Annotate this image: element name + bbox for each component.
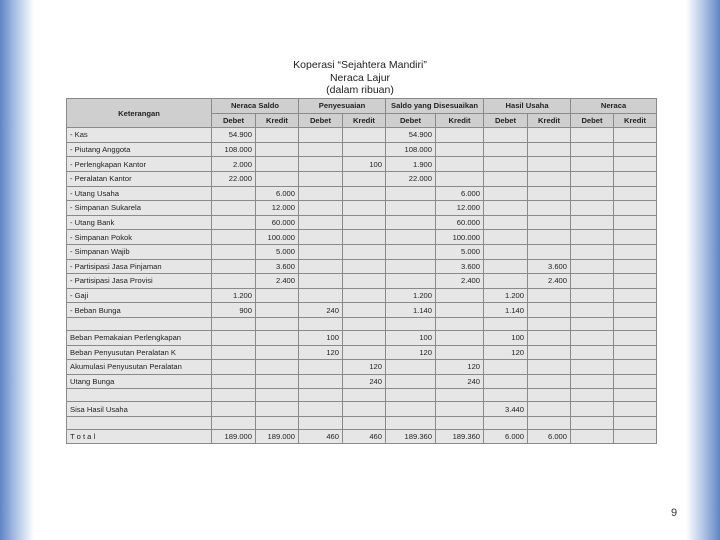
value-cell	[571, 429, 614, 444]
value-cell: 12.000	[256, 201, 299, 216]
value-cell	[614, 215, 657, 230]
row-label: - Kas	[67, 128, 212, 143]
value-cell	[571, 157, 614, 172]
table-row	[67, 345, 657, 360]
value-cell	[436, 345, 484, 360]
row-label: - Utang Bank	[67, 215, 212, 230]
row-label: Beban Pemakaian Perlengkapan	[67, 330, 212, 345]
value-cell	[343, 416, 386, 429]
value-cell: 900	[212, 303, 256, 318]
value-cell	[343, 330, 386, 345]
value-cell	[299, 274, 343, 289]
value-cell	[212, 360, 256, 375]
value-cell: 1.200	[484, 288, 528, 303]
value-cell	[343, 259, 386, 274]
value-cell	[343, 288, 386, 303]
value-cell	[484, 317, 528, 330]
value-cell: 60.000	[436, 215, 484, 230]
value-cell: 1.200	[212, 288, 256, 303]
title-company: Koperasi “Sejahtera Mandiri”	[293, 59, 427, 71]
row-label: - Peralatan Kantor	[67, 171, 212, 186]
row-label: Akumulasi Penyusutan Peralatan	[67, 360, 212, 375]
value-cell	[436, 142, 484, 157]
value-cell	[212, 416, 256, 429]
value-cell	[256, 389, 299, 402]
value-cell	[386, 201, 436, 216]
value-cell	[614, 157, 657, 172]
value-cell	[614, 201, 657, 216]
table-row	[67, 274, 657, 289]
value-cell	[212, 330, 256, 345]
value-cell: 2.000	[212, 157, 256, 172]
value-cell	[299, 402, 343, 417]
value-cell	[614, 317, 657, 330]
value-cell	[386, 374, 436, 389]
page-number: 9	[670, 507, 678, 519]
value-cell	[528, 374, 571, 389]
value-cell	[484, 128, 528, 143]
value-cell	[571, 128, 614, 143]
table-row	[67, 402, 657, 417]
value-cell	[571, 171, 614, 186]
subheader-kredit: Kredit	[528, 113, 571, 128]
table-row	[67, 288, 657, 303]
value-cell: 6.000	[528, 429, 571, 444]
value-cell: 5.000	[256, 244, 299, 259]
value-cell	[256, 303, 299, 318]
value-cell	[484, 389, 528, 402]
value-cell	[436, 389, 484, 402]
row-label: - Beban Bunga	[67, 303, 212, 318]
value-cell	[528, 360, 571, 375]
value-cell	[299, 186, 343, 201]
value-cell	[436, 303, 484, 318]
value-cell	[436, 402, 484, 417]
value-cell	[299, 259, 343, 274]
value-cell	[212, 186, 256, 201]
title-unit: (dalam ribuan)	[326, 84, 394, 96]
value-cell	[571, 345, 614, 360]
table-row	[67, 416, 657, 429]
value-cell	[299, 288, 343, 303]
value-cell: 60.000	[256, 215, 299, 230]
value-cell	[299, 230, 343, 245]
table-row	[67, 389, 657, 402]
value-cell	[614, 402, 657, 417]
table-row	[67, 429, 657, 444]
value-cell: 100	[484, 330, 528, 345]
value-cell: 189.360	[436, 429, 484, 444]
table-body	[67, 128, 657, 444]
table-group-header-row	[67, 99, 657, 114]
value-cell	[343, 128, 386, 143]
value-cell: 1.140	[484, 303, 528, 318]
table-row	[67, 201, 657, 216]
document-title	[0, 59, 720, 97]
value-cell	[571, 389, 614, 402]
value-cell	[484, 416, 528, 429]
table-row	[67, 374, 657, 389]
value-cell	[528, 171, 571, 186]
value-cell	[386, 360, 436, 375]
value-cell	[343, 317, 386, 330]
value-cell	[614, 259, 657, 274]
value-cell	[614, 274, 657, 289]
value-cell	[436, 171, 484, 186]
value-cell: 189.000	[256, 429, 299, 444]
value-cell	[614, 416, 657, 429]
value-cell	[299, 171, 343, 186]
value-cell	[571, 374, 614, 389]
value-cell	[614, 360, 657, 375]
value-cell	[386, 389, 436, 402]
value-cell	[386, 186, 436, 201]
value-cell: 100	[343, 157, 386, 172]
table-row	[67, 157, 657, 172]
header-penyesuaian: Penyesuaian	[299, 99, 386, 114]
value-cell	[436, 288, 484, 303]
subheader-debet: Debet	[571, 113, 614, 128]
subheader-kredit: Kredit	[343, 113, 386, 128]
table-row	[67, 360, 657, 375]
table-row	[67, 230, 657, 245]
value-cell: 120	[484, 345, 528, 360]
value-cell	[343, 389, 386, 402]
table-row	[67, 259, 657, 274]
value-cell: 100	[386, 330, 436, 345]
value-cell	[528, 317, 571, 330]
value-cell: 6.000	[436, 186, 484, 201]
value-cell: 120	[386, 345, 436, 360]
value-cell: 2.400	[256, 274, 299, 289]
value-cell	[484, 186, 528, 201]
row-label: - Perlengkapan Kantor	[67, 157, 212, 172]
value-cell	[343, 142, 386, 157]
value-cell	[528, 201, 571, 216]
value-cell	[614, 244, 657, 259]
value-cell	[212, 201, 256, 216]
value-cell	[614, 171, 657, 186]
value-cell: 240	[436, 374, 484, 389]
value-cell	[528, 244, 571, 259]
value-cell: 54.900	[386, 128, 436, 143]
value-cell: 1.900	[386, 157, 436, 172]
value-cell	[571, 360, 614, 375]
row-label	[67, 389, 212, 402]
row-label: - Partisipasi Jasa Provisi	[67, 274, 212, 289]
value-cell	[614, 389, 657, 402]
value-cell	[299, 360, 343, 375]
value-cell	[484, 374, 528, 389]
table-row	[67, 171, 657, 186]
value-cell: 100.000	[256, 230, 299, 245]
subheader-kredit: Kredit	[436, 113, 484, 128]
subheader-debet: Debet	[484, 113, 528, 128]
value-cell	[212, 345, 256, 360]
value-cell	[436, 330, 484, 345]
value-cell	[571, 288, 614, 303]
value-cell	[571, 402, 614, 417]
value-cell	[571, 416, 614, 429]
value-cell	[614, 288, 657, 303]
value-cell	[436, 317, 484, 330]
value-cell	[484, 259, 528, 274]
value-cell	[484, 244, 528, 259]
header-neraca: Neraca	[571, 99, 657, 114]
value-cell: 6.000	[484, 429, 528, 444]
value-cell: 6.000	[256, 186, 299, 201]
subheader-kredit: Kredit	[256, 113, 299, 128]
value-cell	[386, 317, 436, 330]
value-cell	[571, 230, 614, 245]
value-cell	[484, 215, 528, 230]
value-cell: 3.600	[528, 259, 571, 274]
value-cell: 100	[299, 330, 343, 345]
value-cell	[571, 142, 614, 157]
value-cell	[528, 128, 571, 143]
value-cell: 240	[299, 303, 343, 318]
table-row	[67, 215, 657, 230]
value-cell	[386, 274, 436, 289]
value-cell	[212, 374, 256, 389]
value-cell	[212, 389, 256, 402]
value-cell	[212, 259, 256, 274]
value-cell	[571, 303, 614, 318]
table-row	[67, 186, 657, 201]
value-cell: 12.000	[436, 201, 484, 216]
value-cell	[386, 259, 436, 274]
row-label: Beban Penyusutan Peralatan K	[67, 345, 212, 360]
row-label: - Gaji	[67, 288, 212, 303]
value-cell	[212, 244, 256, 259]
value-cell: 2.400	[528, 274, 571, 289]
table-row	[67, 317, 657, 330]
value-cell	[484, 201, 528, 216]
value-cell	[571, 215, 614, 230]
value-cell	[528, 157, 571, 172]
value-cell	[256, 317, 299, 330]
value-cell	[343, 303, 386, 318]
value-cell: 54.900	[212, 128, 256, 143]
value-cell	[256, 360, 299, 375]
value-cell	[386, 402, 436, 417]
value-cell	[299, 374, 343, 389]
value-cell	[256, 402, 299, 417]
value-cell	[256, 416, 299, 429]
row-label	[67, 317, 212, 330]
value-cell	[614, 303, 657, 318]
value-cell: 22.000	[212, 171, 256, 186]
value-cell	[614, 374, 657, 389]
value-cell: 189.000	[212, 429, 256, 444]
value-cell	[528, 330, 571, 345]
header-saldo-disesuaikan: Saldo yang Disesuaikan	[386, 99, 484, 114]
subheader-debet: Debet	[386, 113, 436, 128]
value-cell: 2.400	[436, 274, 484, 289]
value-cell: 108.000	[386, 142, 436, 157]
value-cell	[256, 171, 299, 186]
table-row	[67, 142, 657, 157]
value-cell	[343, 171, 386, 186]
value-cell	[343, 345, 386, 360]
value-cell: 240	[343, 374, 386, 389]
value-cell	[528, 303, 571, 318]
value-cell	[528, 389, 571, 402]
row-label: - Simpanan Pokok	[67, 230, 212, 245]
value-cell	[212, 402, 256, 417]
value-cell	[571, 274, 614, 289]
value-cell	[299, 215, 343, 230]
value-cell: 460	[343, 429, 386, 444]
header-hasil-usaha: Hasil Usaha	[484, 99, 571, 114]
value-cell	[299, 416, 343, 429]
value-cell	[614, 345, 657, 360]
value-cell: 1.140	[386, 303, 436, 318]
value-cell	[212, 230, 256, 245]
value-cell	[436, 416, 484, 429]
value-cell	[299, 389, 343, 402]
value-cell: 100.000	[436, 230, 484, 245]
value-cell	[386, 215, 436, 230]
value-cell: 120	[299, 345, 343, 360]
value-cell	[256, 374, 299, 389]
value-cell: 3.600	[256, 259, 299, 274]
title-report: Neraca Lajur	[329, 71, 391, 84]
value-cell	[343, 215, 386, 230]
value-cell	[528, 402, 571, 417]
value-cell: 1.200	[386, 288, 436, 303]
row-label	[67, 416, 212, 429]
header-neraca-saldo: Neraca Saldo	[212, 99, 299, 114]
subheader-kredit: Kredit	[614, 113, 657, 128]
value-cell	[256, 128, 299, 143]
value-cell	[528, 288, 571, 303]
value-cell	[484, 360, 528, 375]
value-cell	[212, 274, 256, 289]
value-cell	[256, 345, 299, 360]
value-cell	[386, 244, 436, 259]
value-cell	[212, 215, 256, 230]
value-cell	[386, 230, 436, 245]
value-cell	[528, 215, 571, 230]
value-cell	[614, 128, 657, 143]
value-cell	[528, 186, 571, 201]
value-cell	[299, 244, 343, 259]
row-label: - Piutang Anggota	[67, 142, 212, 157]
row-label: - Simpanan Sukarela	[67, 201, 212, 216]
row-label: - Partisipasi Jasa Pinjaman	[67, 259, 212, 274]
table-row	[67, 303, 657, 318]
value-cell	[484, 171, 528, 186]
header-keterangan: Keterangan	[67, 99, 212, 128]
value-cell	[299, 201, 343, 216]
table-row	[67, 244, 657, 259]
value-cell	[436, 128, 484, 143]
value-cell	[212, 317, 256, 330]
value-cell	[571, 186, 614, 201]
value-cell	[571, 201, 614, 216]
value-cell	[299, 157, 343, 172]
worksheet-table	[66, 98, 657, 444]
value-cell	[571, 244, 614, 259]
value-cell: 3.440	[484, 402, 528, 417]
value-cell	[571, 317, 614, 330]
value-cell	[386, 416, 436, 429]
value-cell: 22.000	[386, 171, 436, 186]
value-cell	[299, 128, 343, 143]
value-cell	[614, 230, 657, 245]
row-label: Sisa Hasil Usaha	[67, 402, 212, 417]
value-cell: 108.000	[212, 142, 256, 157]
value-cell	[343, 201, 386, 216]
value-cell	[614, 429, 657, 444]
subheader-debet: Debet	[212, 113, 256, 128]
value-cell	[571, 259, 614, 274]
value-cell: 5.000	[436, 244, 484, 259]
value-cell	[484, 142, 528, 157]
value-cell	[528, 416, 571, 429]
value-cell	[528, 230, 571, 245]
value-cell	[256, 288, 299, 303]
value-cell	[343, 230, 386, 245]
row-label: - Utang Usaha	[67, 186, 212, 201]
value-cell: 120	[436, 360, 484, 375]
value-cell	[436, 157, 484, 172]
row-label: Utang Bunga	[67, 374, 212, 389]
value-cell	[256, 157, 299, 172]
row-label: - Simpanan Wajib	[67, 244, 212, 259]
table-row	[67, 128, 657, 143]
value-cell	[484, 274, 528, 289]
value-cell	[343, 402, 386, 417]
value-cell: 120	[343, 360, 386, 375]
value-cell	[299, 142, 343, 157]
value-cell	[343, 274, 386, 289]
table-row	[67, 330, 657, 345]
subheader-debet: Debet	[299, 113, 343, 128]
value-cell: 3.600	[436, 259, 484, 274]
value-cell: 189.360	[386, 429, 436, 444]
value-cell	[614, 142, 657, 157]
value-cell	[528, 142, 571, 157]
value-cell	[614, 186, 657, 201]
value-cell	[343, 186, 386, 201]
row-label: T o t a l	[67, 429, 212, 444]
value-cell	[299, 317, 343, 330]
value-cell	[484, 157, 528, 172]
value-cell: 460	[299, 429, 343, 444]
value-cell	[571, 330, 614, 345]
value-cell	[614, 330, 657, 345]
value-cell	[256, 330, 299, 345]
value-cell	[528, 345, 571, 360]
value-cell	[484, 230, 528, 245]
value-cell	[256, 142, 299, 157]
value-cell	[343, 244, 386, 259]
